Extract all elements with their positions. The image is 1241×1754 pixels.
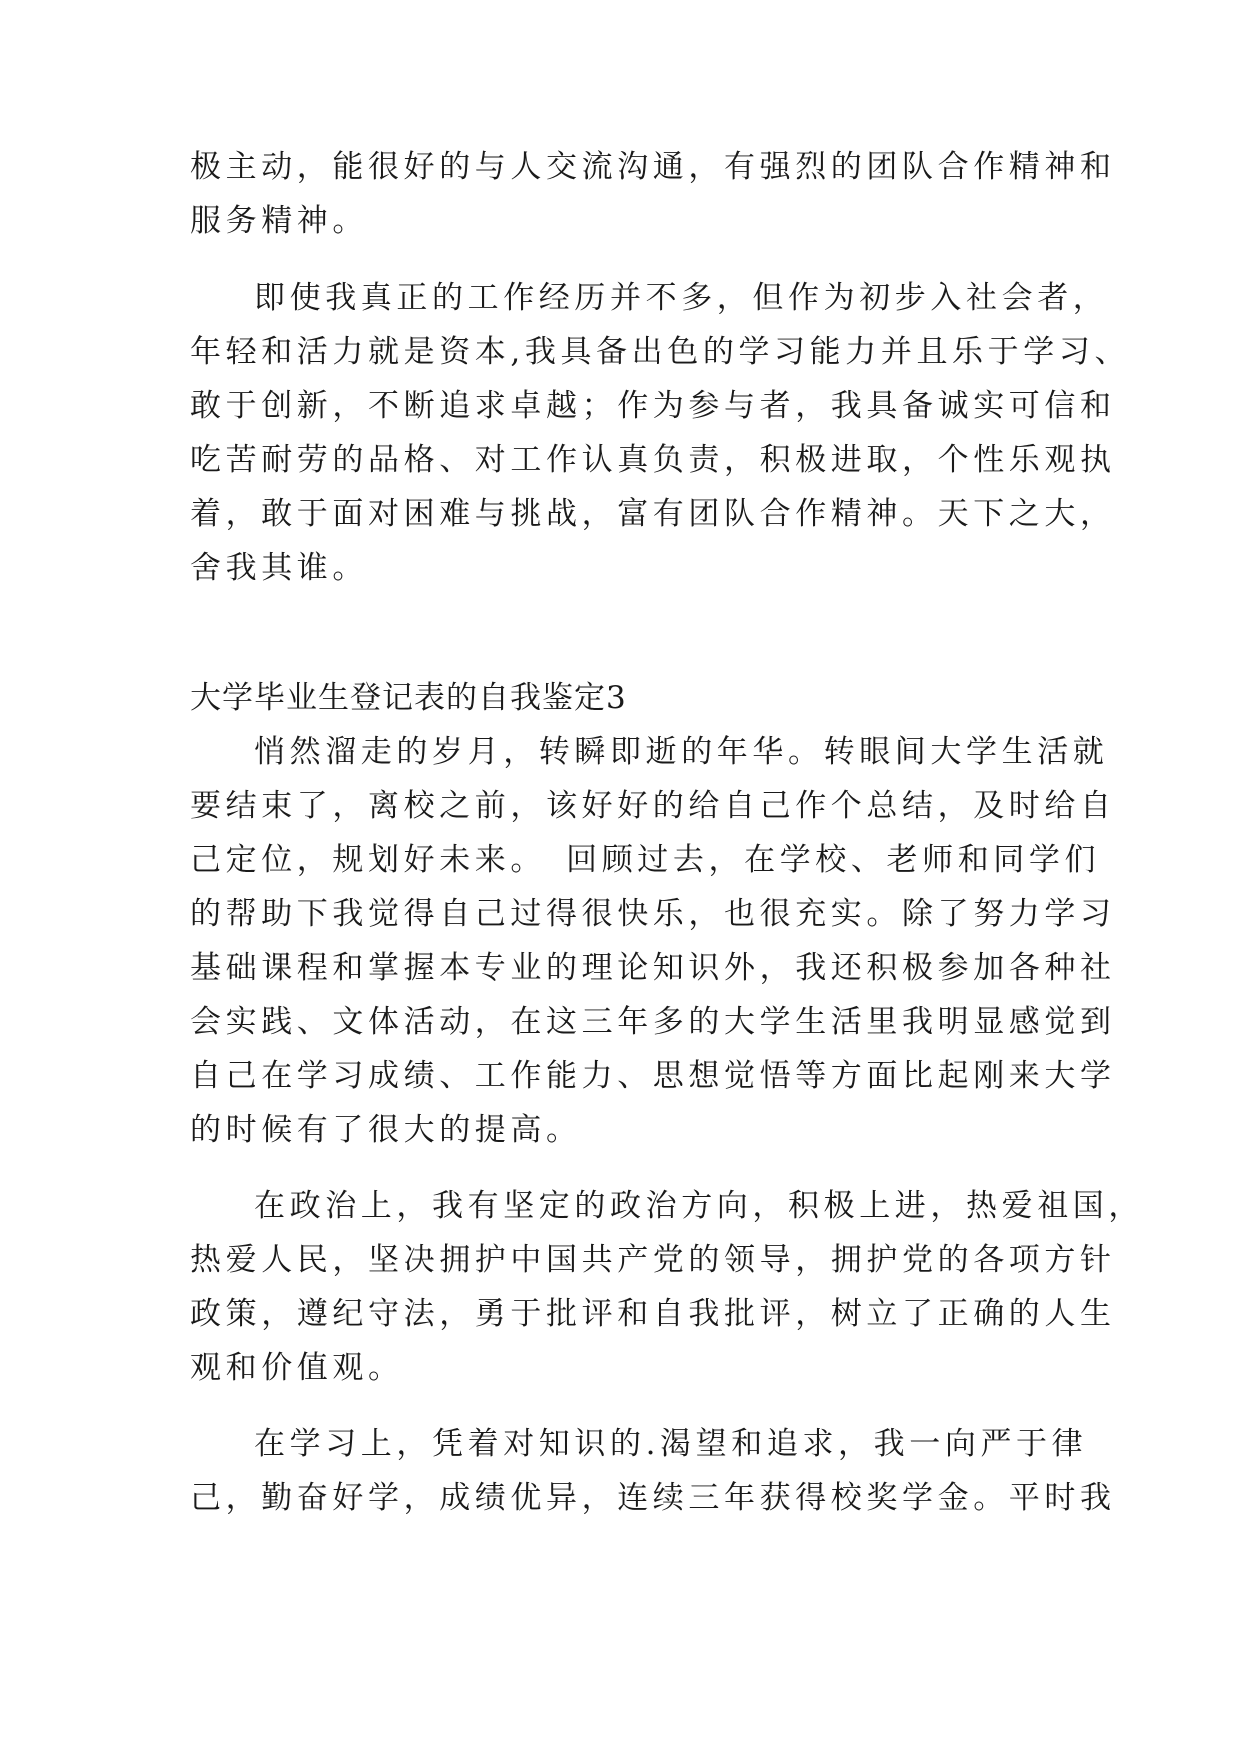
text-line: 在学习上，凭着对知识的.渴望和追求，我一向严于律 — [254, 1426, 1088, 1462]
section-heading: 大学毕业生登记表的自我鉴定3 — [190, 680, 627, 716]
text-line: 的时候有了很大的提高。 — [190, 1112, 582, 1148]
text-line: 政策，遵纪守法，勇于批评和自我批评，树立了正确的人生 — [190, 1296, 1116, 1332]
text-line: 的帮助下我觉得自己过得很快乐，也很充实。除了努力学习 — [190, 896, 1116, 932]
text-line: 极主动，能很好的与人交流沟通，有强烈的团队合作精神和 — [190, 149, 1116, 185]
text-line: 要结束了，离校之前，该好好的给自己作个总结，及时给自 — [190, 788, 1116, 824]
text-line: 在政治上，我有坚定的政治方向，积极上进，热爱祖国， — [254, 1188, 1144, 1224]
text-line: 年轻和活力就是资本,我具备出色的学习能力并且乐于学习、 — [190, 334, 1131, 370]
text-line: 己定位，规划好未来。 回顾过去，在学校、老师和同学们 — [190, 842, 1101, 878]
text-line: 敢于创新，不断追求卓越；作为参与者，我具备诚实可信和 — [190, 388, 1116, 424]
text-line: 着，敢于面对困难与挑战，富有团队合作精神。天下之大， — [190, 496, 1116, 532]
text-line: 悄然溜走的岁月，转瞬即逝的年华。转眼间大学生活就 — [254, 734, 1109, 770]
text-line: 会实践、文体活动，在这三年多的大学生活里我明显感觉到 — [190, 1004, 1116, 1040]
text-line: 吃苦耐劳的品格、对工作认真负责，积极进取，个性乐观执 — [190, 442, 1116, 478]
text-line: 即使我真正的工作经历并不多，但作为初步入社会者， — [254, 280, 1109, 316]
text-line: 服务精神。 — [190, 203, 368, 239]
text-line: 观和价值观。 — [190, 1350, 404, 1386]
text-line: 自己在学习成绩、工作能力、思想觉悟等方面比起刚来大学 — [190, 1058, 1116, 1094]
text-line: 热爱人民，坚决拥护中国共产党的领导，拥护党的各项方针 — [190, 1242, 1116, 1278]
text-line: 舍我其谁。 — [190, 550, 368, 586]
text-line: 己，勤奋好学，成绩优异，连续三年获得校奖学金。平时我 — [190, 1480, 1116, 1516]
text-line: 基础课程和掌握本专业的理论知识外，我还积极参加各种社 — [190, 950, 1116, 986]
